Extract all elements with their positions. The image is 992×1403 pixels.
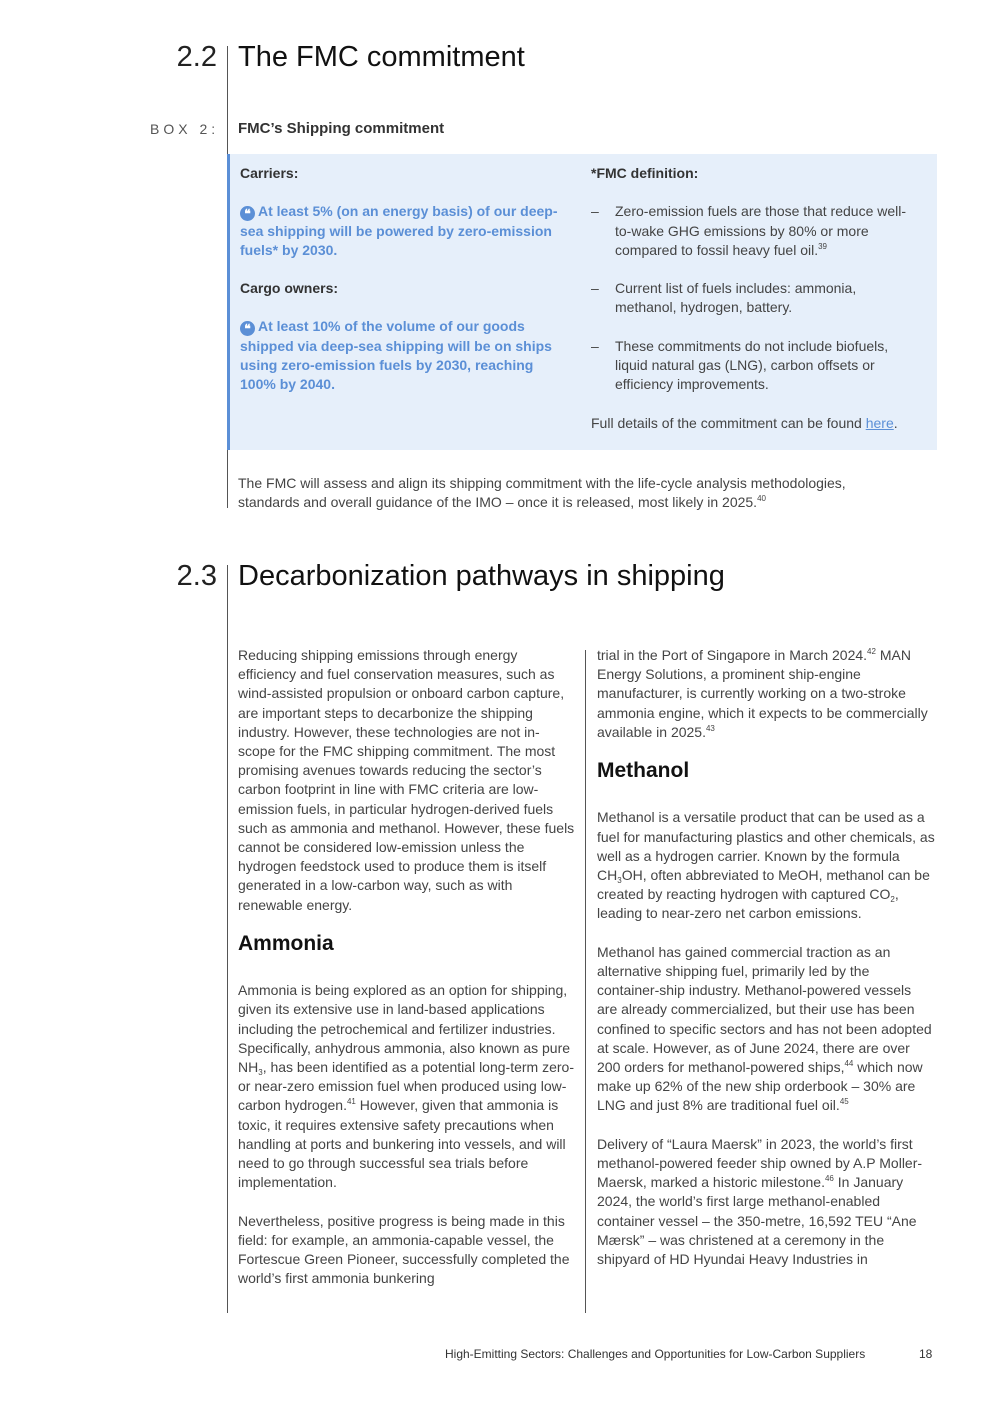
box-right-column bbox=[591, 164, 921, 452]
column-divider bbox=[585, 650, 586, 1313]
ammonia-heading: Ammonia bbox=[238, 932, 334, 956]
definition-heading: *FMC definition: bbox=[591, 165, 699, 181]
commitment-box bbox=[227, 154, 937, 450]
section-number: 2.2 bbox=[176, 41, 217, 73]
ammonia-continued: trial in the Port of Singapore in March 2024.42 MAN Energy Solutions, a prominent ship-engine manufacturer, is currently working on a two-stroke ammonia engine, which it expects to be commercially available in 2025.43 bbox=[597, 647, 928, 740]
cargo-quote: ❝ At least 10% of the volume of our goods shipped via deep-sea shipping will be on ships using zero-emission fuels by 2030, reaching 100% by 2040. bbox=[240, 318, 552, 393]
section-title: Decarbonization pathways in shipping bbox=[238, 560, 725, 592]
quote-icon: ❝ bbox=[240, 321, 255, 336]
column-right bbox=[597, 646, 935, 1288]
details-line: Full details of the commitment can be found here. bbox=[591, 414, 898, 431]
section-number: 2.3 bbox=[176, 560, 217, 592]
quote-icon: ❝ bbox=[240, 206, 255, 221]
methanol-paragraph: Methanol has gained commercial traction as an alternative shipping fuel, primarily led by the container-ship industry. Methanol-powered vessels are already commercialized, but their use has been confined to specific sectors and has not been adopted at scale. However, as of June 2024, there are over 200 orders for methanol-powered ships,$^{44}$ which now make up 62% of the new ship orderbook – 30% are LNG and just 8% are traditional fuel oil.$^{45}$ bbox=[597, 943, 932, 1114]
carriers-heading: Carriers: bbox=[240, 165, 299, 181]
cargo-heading: Cargo owners: bbox=[240, 280, 339, 297]
ammonia-paragraph: Nevertheless, positive progress is being made in this field: for example, an ammonia-capable vessel, the Fortescue Green Pioneer, successfully completed the world’s first ammonia bunkering bbox=[238, 1212, 570, 1287]
page-number: 18 bbox=[919, 1347, 933, 1361]
intro-paragraph: Reducing shipping emissions through energy efficiency and fuel conservation measures, such as wind-assisted propulsion or onboard carbon capture, are important steps to decarbonize the shipping industry. However, these technologies are not in-scope for the FMC shipping commitment. The most promising avenues towards reducing the sector’s carbon footprint in line with FMC criteria are low-emission fuels, in particular hydrogen-derived fuels such as ammonia and methanol. However, these fuels cannot be considered low-emission unless the hydrogen feedstock used to produce them is itself generated in a low-carbon way, such as with renewable energy. bbox=[238, 647, 575, 913]
definition-item: – Current list of fuels includes: ammonia, methanol, hydrogen, battery. bbox=[591, 280, 857, 316]
definition-item: – These commitments do not include biofuels, liquid natural gas (LNG), carbon offsets or efficiency improvements. bbox=[591, 337, 889, 393]
box-title: FMC’s Shipping commitment bbox=[238, 120, 445, 137]
after-box-paragraph: The FMC will assess and align its shipping commitment with the life-cycle analysis methodologies, standards and overall guidance of the IMO – once it is released, most likely in 2025.40 bbox=[238, 475, 846, 511]
carriers-quote: ❝ At least 5% (on an energy basis) of our deep-sea shipping will be powered by zero-emission fuels* by 2030. bbox=[240, 203, 558, 258]
methanol-heading: Methanol bbox=[597, 759, 690, 783]
box-label: BOX 2: bbox=[150, 121, 220, 137]
box-left-column bbox=[240, 164, 570, 414]
section-title: The FMC commitment bbox=[238, 41, 525, 73]
here-link[interactable]: here bbox=[865, 414, 894, 431]
methanol-paragraph: Methanol is a versatile product that can be used as a fuel for manufacturing plastics and other chemicals, as well as a hydrogen carrier. Known by the formula $CH_3OH$, often abbreviated to MeOH, methanol can be created by reacting hydrogen with captured $CO_2$, leading to near-zero net carbon emissions. bbox=[597, 809, 935, 922]
ammonia-paragraph: Ammonia is being explored as an option for shipping, given its extensive use in land-based applications including the petrochemical and fertilizer industries. Specifically, anhydrous ammonia, also known as pure $NH_3$, has been identified as a potential long-term zero- or near-zero emission fuel when produced using low-carbon hydrogen.$^{41}$ However, given that ammonia is toxic, it requires extensive safety precautions when handling at ports and bunkering into vessels, and will need to go through successful sea trials before implementation. bbox=[238, 982, 574, 1191]
column-left bbox=[238, 646, 576, 1308]
section-divider bbox=[227, 565, 228, 1313]
definition-item: – Zero-emission fuels are those that reduce well-to-wake GHG emissions by 80% or more compared to fossil heavy fuel oil.$^{39}$ bbox=[591, 203, 907, 258]
footer-title: High-Emitting Sectors: Challenges and Opportunities for Low-Carbon Suppliers bbox=[445, 1347, 866, 1361]
methanol-paragraph: Delivery of “Laura Maersk” in 2023, the world’s first methanol-powered feeder ship owned by A.P Moller-Maersk, marked a historic milestone.$^{46}$ In January 2024, the world’s first large methanol-enabled container vessel – the 350-metre, 16,592 TEU “Ane Mærsk” – was christened at a ceremony in the shipyard of HD Hyundai Heavy Industries in bbox=[597, 1135, 923, 1268]
